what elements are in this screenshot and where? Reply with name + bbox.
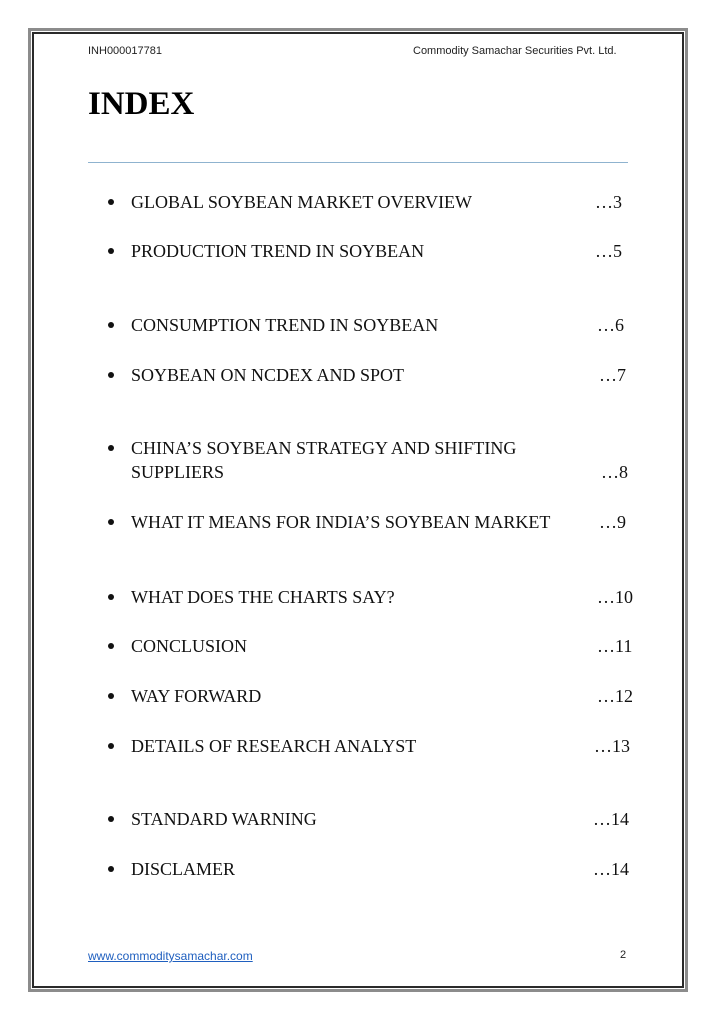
index-item-page: …6 (597, 315, 624, 335)
header-registration-number: INH000017781 (88, 45, 163, 57)
index-item-page: …12 (597, 686, 633, 706)
bullet-icon (108, 693, 114, 699)
bullet-icon (108, 199, 114, 205)
index-item-label: WAY FORWARD (131, 686, 262, 706)
bullet-icon (108, 519, 114, 525)
page-title: INDEX (88, 86, 195, 122)
bullet-icon (108, 322, 114, 328)
bullet-icon (108, 866, 114, 872)
index-item-page: …13 (594, 736, 630, 756)
index-item-label: CONSUMPTION TREND IN SOYBEAN (131, 315, 439, 335)
index-item-page: …14 (593, 859, 629, 879)
index-item-page: …10 (597, 587, 633, 607)
index-item-page: …11 (597, 636, 633, 656)
index-item-page: …9 (599, 512, 626, 532)
index-item-label: CHINA’S SOYBEAN STRATEGY AND SHIFTING (131, 438, 517, 458)
index-item-page: …7 (599, 365, 626, 385)
index-item-label-continued: SUPPLIERS (131, 462, 225, 482)
index-item (108, 436, 648, 484)
bullet-icon (108, 445, 114, 451)
index-item-label: GLOBAL SOYBEAN MARKET OVERVIEW (131, 192, 473, 212)
index-item-label: STANDARD WARNING (131, 809, 317, 829)
footer-website-link[interactable]: www.commoditysamachar.com (88, 949, 253, 963)
header-company-name: Commodity Samachar Securities Pvt. Ltd. (413, 45, 617, 57)
bullet-icon (108, 643, 114, 649)
index-item-label: DETAILS OF RESEARCH ANALYST (131, 736, 417, 756)
footer-page-number: 2 (620, 949, 627, 961)
index-item-label: CONCLUSION (131, 636, 248, 656)
index-item-page: …5 (595, 241, 622, 261)
bullet-icon (108, 372, 114, 378)
bullet-icon (108, 248, 114, 254)
index-item-page: …3 (595, 192, 622, 212)
bullet-icon (108, 816, 114, 822)
index-item-label: WHAT DOES THE CHARTS SAY? (131, 587, 395, 607)
index-item-label: DISCLAMER (131, 859, 236, 879)
bullet-icon (108, 743, 114, 749)
index-item-label: PRODUCTION TREND IN SOYBEAN (131, 241, 425, 261)
index-item-page: …8 (601, 462, 628, 482)
index-item-page: …14 (593, 809, 629, 829)
index-item-label: SOYBEAN ON NCDEX AND SPOT (131, 365, 405, 385)
bullet-icon (108, 594, 114, 600)
index-item-label: WHAT IT MEANS FOR INDIA’S SOYBEAN MARKET (131, 512, 551, 532)
